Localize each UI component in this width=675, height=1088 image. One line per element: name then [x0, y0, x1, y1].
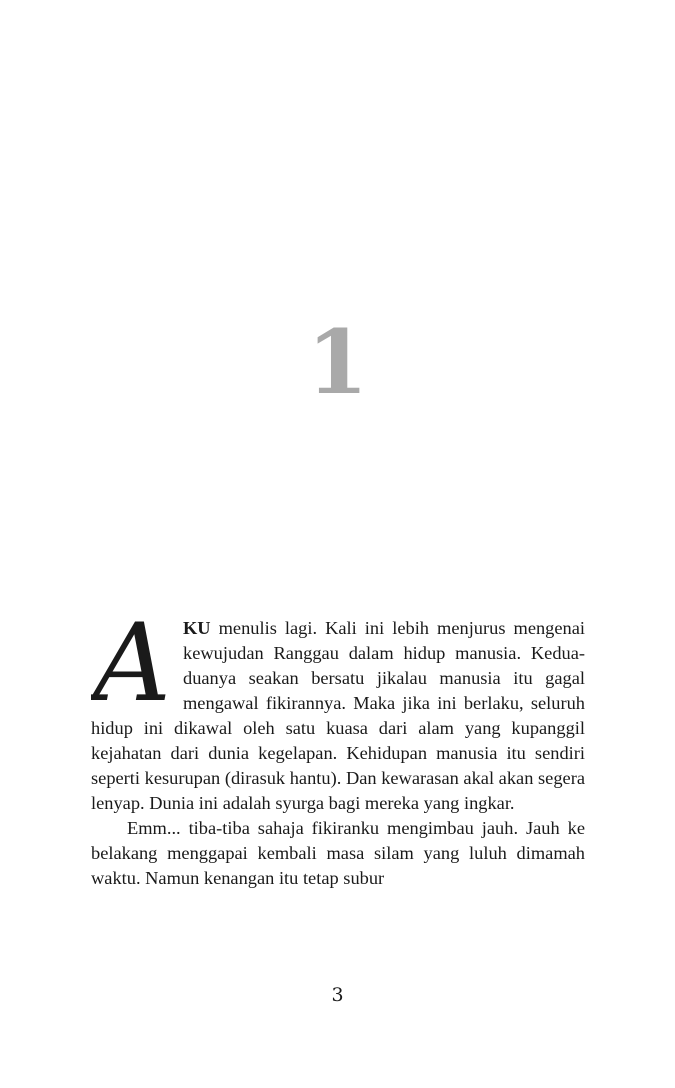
paragraph-1-text: menulis lagi. Kali ini lebih menjurus mengenai kewujudan Ranggau dalam hidup manusia. Kedua-duanya seakan bersatu jikalau manusia itu gagal mengawal fikirannya. Maka jika ini berlaku, seluruh hidup ini dikawal oleh satu kuasa dari alam yang kupanggil kejahatan dari dunia kegelapan. Kehidupan manusia itu sendiri seperti kesurupan (dirasuk hantu). Dan kewarasan akal akan segera lenyap. Dunia ini adalah syurga bagi mereka yang ingkar. — [91, 618, 585, 813]
page-number: 3 — [331, 984, 344, 1006]
drop-cap — [91, 614, 183, 712]
chapter-number: 1 — [306, 310, 369, 414]
paragraph-2: Emm... tiba-tiba sahaja fikiranku mengimbau jauh. Jauh ke belakang menggapai kembali masa silam yang luluh dimamah waktu. Namun kenangan itu tetap subur — [91, 818, 585, 888]
lead-word: KU — [183, 618, 211, 638]
drop-cap-letter-a — [91, 614, 183, 712]
chapter-body — [91, 616, 585, 891]
svg-text:A: A — [93, 614, 171, 712]
paragraph-1 — [91, 616, 585, 816]
